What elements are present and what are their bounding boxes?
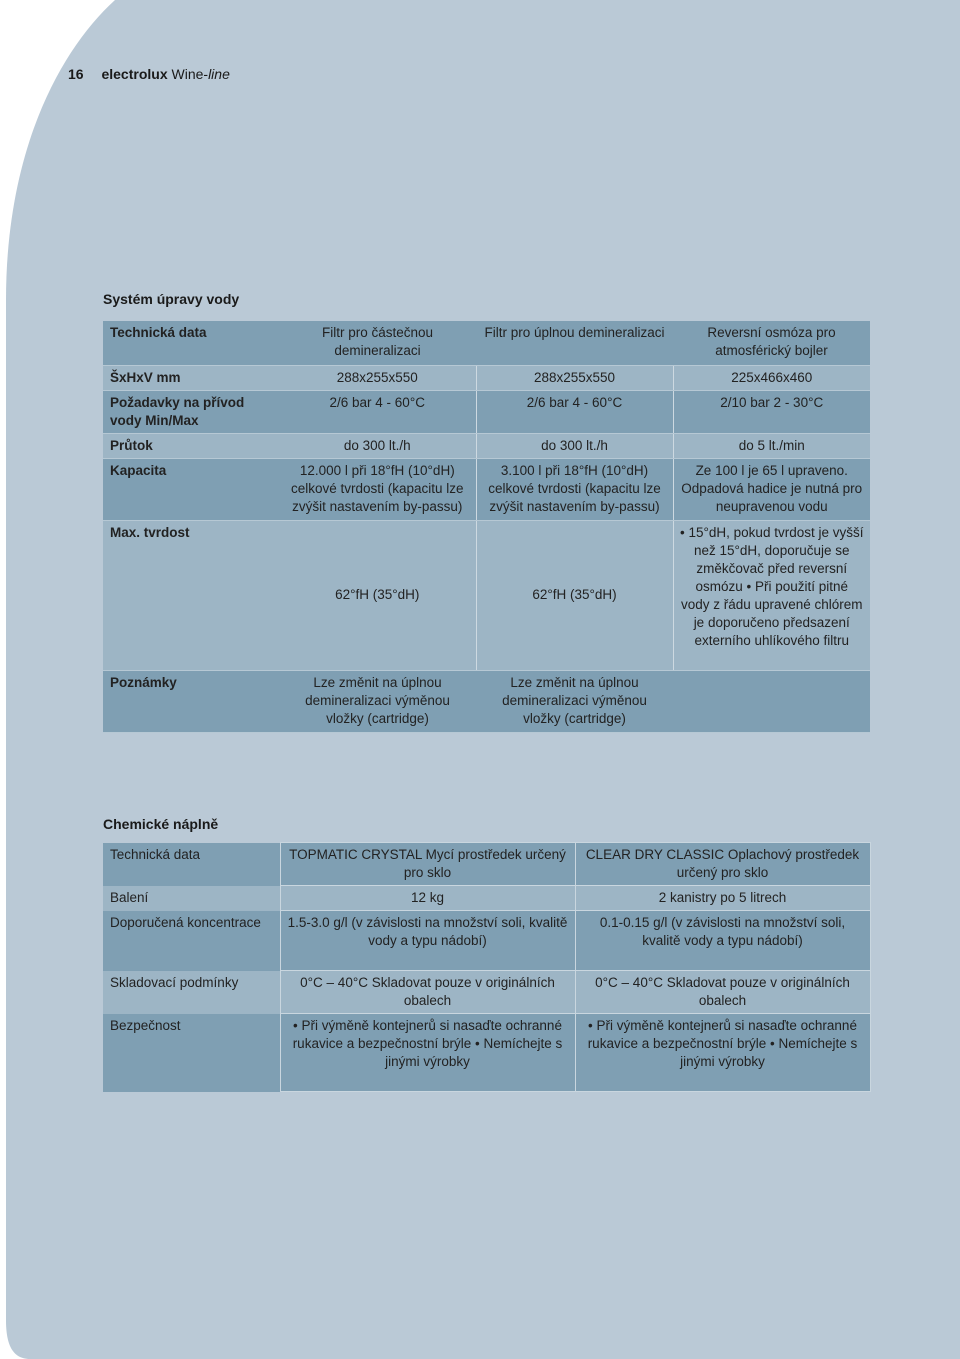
table-row <box>103 458 870 520</box>
section-title-water-treatment: Systém úpravy vody <box>103 291 240 307</box>
table-cell: 288x255x550 <box>476 365 673 390</box>
table-cell: CLEAR DRY CLASSIC Oplachový prostředek určený pro sklo <box>575 843 870 886</box>
row-label: Doporučená koncentrace <box>103 911 280 971</box>
table-cell: 62°fH (35°dH) <box>476 520 673 670</box>
table-row <box>103 365 870 390</box>
table-cell: 2/10 bar 2 - 30°C <box>673 390 870 433</box>
table-cell: 12 kg <box>280 886 575 911</box>
page-header <box>68 66 230 82</box>
table-cell: 0°C – 40°C Skladovat pouze v originálních obalech <box>280 971 575 1014</box>
table-row <box>103 433 870 458</box>
table-cell: 2/6 bar 4 - 60°C <box>279 390 476 433</box>
table-cell <box>673 670 870 732</box>
table-cell: Ze 100 l je 65 l upraveno. Odpadová hadice je nutná pro neupravenou vodu <box>673 458 870 520</box>
table-cell: 225x466x460 <box>673 365 870 390</box>
table-row <box>103 390 870 433</box>
table-cell: 2/6 bar 4 - 60°C <box>476 390 673 433</box>
table-cell: 0.1-0.15 g/l (v závislosti na množství soli, kvalitě vody a typu nádobí) <box>575 911 870 971</box>
table-cell: do 300 lt./h <box>476 433 673 458</box>
table-row <box>103 670 870 732</box>
row-label: Poznámky <box>103 670 279 732</box>
row-label: Max. tvrdost <box>103 520 279 670</box>
brand-name: electrolux <box>101 66 168 82</box>
page-number: 16 <box>68 66 84 82</box>
chemicals-table <box>103 842 871 1092</box>
row-label: ŠxHxV mm <box>103 365 279 390</box>
row-label: Technická data <box>103 321 279 365</box>
table-row <box>103 886 870 911</box>
table-cell: 1.5-3.0 g/l (v závislosti na množství soli, kvalitě vody a typu nádobí) <box>280 911 575 971</box>
table-cell: 62°fH (35°dH) <box>279 520 476 670</box>
table-cell: 2 kanistry po 5 litrech <box>575 886 870 911</box>
section-title-chemicals: Chemické náplně <box>103 816 219 832</box>
row-label: Průtok <box>103 433 279 458</box>
table-cell: do 5 lt./min <box>673 433 870 458</box>
row-label: Balení <box>103 886 280 911</box>
table-row <box>103 971 870 1014</box>
table-cell: Lze změnit na úplnou demineralizaci výměnou vložky (cartridge) <box>476 670 673 732</box>
table-cell: 3.100 l při 18°fH (10°dH) celkové tvrdosti (kapacitu lze zvýšit nastavením by-passu) <box>476 458 673 520</box>
water-treatment-table <box>103 321 870 733</box>
row-label: Požadavky na přívod vody Min/Max <box>103 390 279 433</box>
table-cell: 288x255x550 <box>279 365 476 390</box>
table-cell: 12.000 l při 18°fH (10°dH) celkové tvrdosti (kapacitu lze zvýšit nastavením by-passu) <box>279 458 476 520</box>
table-cell: TOPMATIC CRYSTAL Mycí prostředek určený pro sklo <box>280 843 575 886</box>
table-cell: do 300 lt./h <box>279 433 476 458</box>
table-row <box>103 321 870 365</box>
row-label: Bezpečnost <box>103 1014 280 1092</box>
row-label: Technická data <box>103 843 280 886</box>
table-row <box>103 520 870 670</box>
table-cell: 0°C – 40°C Skladovat pouze v originálních obalech <box>575 971 870 1014</box>
table-cell: Filtr pro částečnou demineralizaci <box>279 321 476 365</box>
table-cell: Filtr pro úplnou demineralizaci <box>476 321 673 365</box>
table-cell: • Při výměně kontejnerů si nasaďte ochranné rukavice a bezpečnostní brýle • Nemíchejte s jinými výrobky <box>575 1014 870 1092</box>
product-name: Wine-line <box>171 66 230 82</box>
table-cell: • Při výměně kontejnerů si nasaďte ochranné rukavice a bezpečnostní brýle • Nemíchejte s jinými výrobky <box>280 1014 575 1092</box>
table-row <box>103 911 870 971</box>
table-cell: Lze změnit na úplnou demineralizaci výměnou vložky (cartridge) <box>279 670 476 732</box>
table-row <box>103 843 870 886</box>
table-cell: • 15°dH, pokud tvrdost je vyšší než 15°dH, doporučuje se změkčovač před reversní osmózu • Při použití pitné vody z řádu upravené chlórem je doporučeno předsazení externího uhlíkového filtru <box>673 520 870 670</box>
row-label: Kapacita <box>103 458 279 520</box>
table-cell: Reversní osmóza pro atmosférický bojler <box>673 321 870 365</box>
table-row <box>103 1014 870 1092</box>
row-label: Skladovací podmínky <box>103 971 280 1014</box>
